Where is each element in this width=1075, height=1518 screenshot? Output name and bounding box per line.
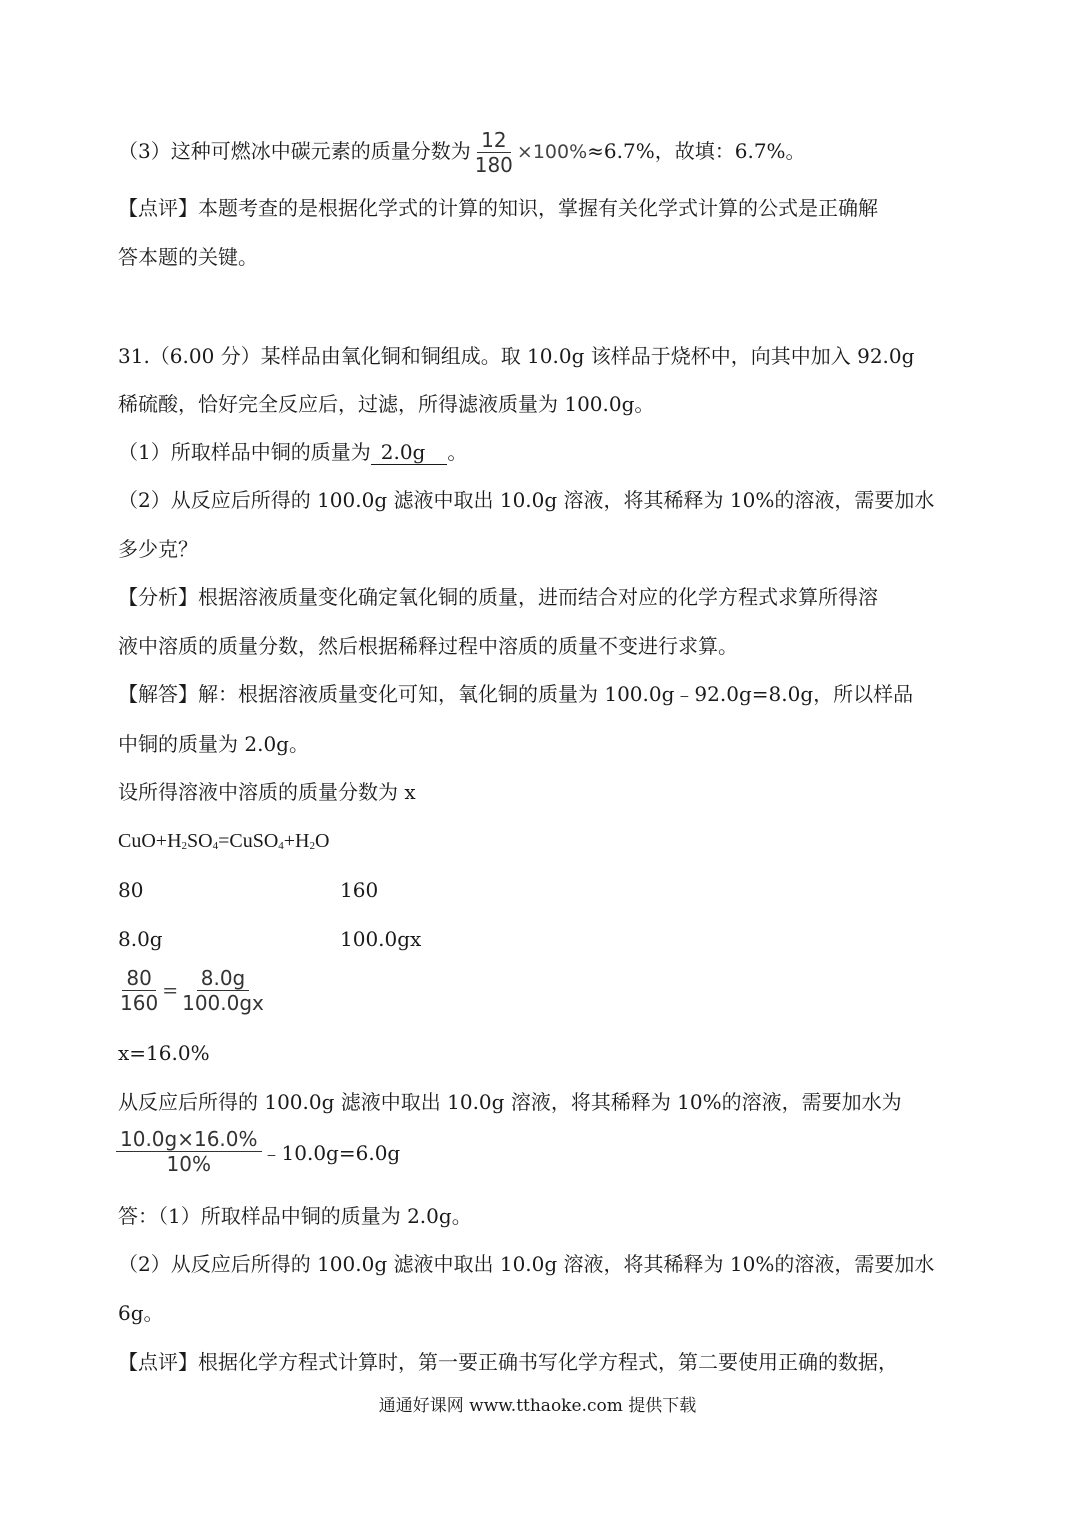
fraction-numerator: 12 — [477, 128, 510, 153]
dilute-denominator: 10% — [166, 1152, 211, 1176]
solution-line1: 【解答】解：根据溶液质量变化可知，氧化铜的质量为 100.0g﹣92.0g=8.0g，所以样品 — [118, 682, 914, 706]
value-right: 100.0gx — [340, 927, 422, 951]
answer1: 答：（1）所取样品中铜的质量为 2.0g。 — [118, 1204, 472, 1228]
eq-part: SO — [187, 830, 213, 852]
ratio-numerator: 80 — [122, 966, 155, 991]
times-100-percent: ×100% — [516, 141, 588, 163]
question31-sub2-line1: （2）从反应后所得的 100.0g 滤液中取出 10.0g 溶液，将其稀释为 10%的溶液，需要加水 — [118, 488, 935, 512]
review1-line2: 答本题的关键。 — [118, 245, 258, 269]
question31-sub1 — [118, 437, 467, 467]
chemical-equation — [118, 826, 329, 861]
part3-line — [118, 128, 806, 177]
ratio-fraction-right — [178, 966, 268, 1015]
ratio-denominator: 100.0gx — [182, 991, 264, 1015]
analysis-line2: 液中溶质的质量分数，然后根据稀释过程中溶质的质量不变进行求算。 — [118, 634, 738, 658]
part3-prefix: （3）这种可燃冰中碳元素的质量分数为 — [118, 139, 471, 163]
eq-subscript: 4 — [278, 840, 284, 852]
dilute-numerator: 10.0g×16.0% — [116, 1127, 262, 1152]
eq-part: =CuSO — [218, 830, 279, 852]
ratio-equals: = — [162, 979, 179, 1002]
ratio-denominator: 160 — [120, 991, 159, 1015]
ratio-numerator: 8.0g — [197, 966, 250, 991]
dilute-line: 从反应后所得的 100.0g 滤液中取出 10.0g 溶液，将其稀释为 10%的溶液，需要加水为 — [118, 1090, 902, 1114]
solution-line2: 中铜的质量为 2.0g。 — [118, 732, 309, 756]
analysis-line1: 【分析】根据溶液质量变化确定氧化铜的质量，进而结合对应的化学方程式求算所得溶 — [118, 585, 878, 609]
eq-part: +H — [283, 830, 310, 852]
dilute-equation — [116, 1127, 400, 1176]
solution-line3: 设所得溶液中溶质的质量分数为 x — [118, 780, 416, 804]
molar-mass-right: 160 — [340, 878, 379, 902]
molar-mass-left: 80 — [118, 878, 144, 902]
review1-line1: 【点评】本题考查的是根据化学式的计算的知识，掌握有关化学式计算的公式是正确解 — [118, 196, 878, 220]
question31-sub2-line2: 多少克？ — [118, 537, 198, 561]
sub1-suffix: 。 — [447, 440, 468, 464]
dilute-fraction — [116, 1127, 262, 1176]
sub1-prefix: （1）所取样品中铜的质量为 — [118, 440, 371, 464]
question31-line2: 稀硫酸，恰好完全反应后，过滤，所得滤液质量为 100.0g。 — [118, 392, 655, 416]
part3-suffix: ≈6.7%，故填：6.7%。 — [587, 139, 806, 163]
answer2-line2: 6g。 — [118, 1301, 164, 1325]
ratio-fraction-left — [116, 966, 162, 1015]
fraction-denominator: 180 — [474, 153, 513, 177]
review2-line1: 【点评】根据化学方程式计算时，第一要正确书写化学方程式，第二要使用正确的数据， — [118, 1350, 898, 1374]
x-result: x=16.0% — [118, 1041, 210, 1065]
eq-subscript: 2 — [309, 840, 316, 852]
question31-line1: 31.（6.00 分）某样品由氧化铜和铜组成。取 10.0g 该样品于烧杯中，向其中加入 92.0g — [118, 344, 915, 368]
value-left: 8.0g — [118, 927, 163, 951]
page-footer: 通通好课网 www.tthaoke.com 提供下载 — [378, 1396, 697, 1416]
dilute-suffix: ﹣10.0g=6.0g — [261, 1141, 401, 1165]
eq-part: O — [315, 830, 330, 852]
ratio-equation — [116, 966, 268, 1015]
fraction-12-180 — [471, 128, 517, 177]
answer2-line1: （2）从反应后所得的 100.0g 滤液中取出 10.0g 溶液，将其稀释为 10%的溶液，需要加水 — [118, 1252, 935, 1276]
eq-part: CuO+H — [118, 830, 182, 852]
answer-blank: 2.0g — [371, 440, 448, 465]
eq-subscript: 4 — [212, 840, 219, 852]
eq-subscript: 2 — [181, 840, 188, 852]
